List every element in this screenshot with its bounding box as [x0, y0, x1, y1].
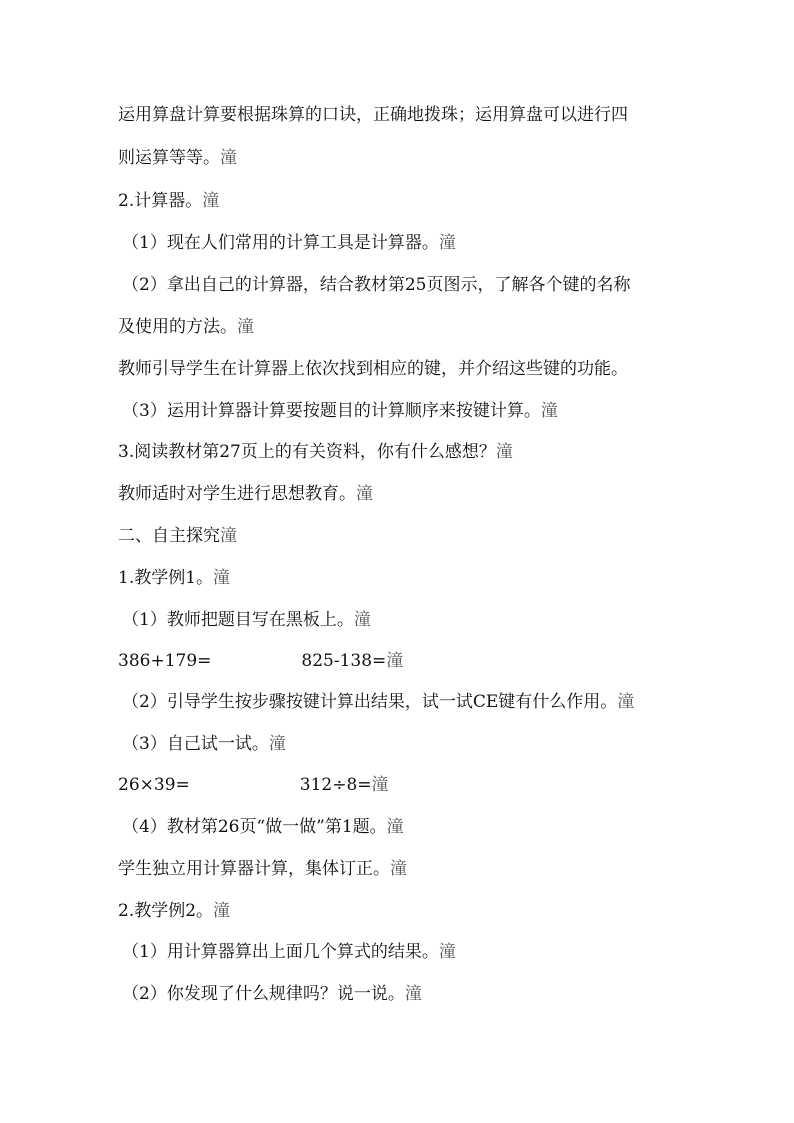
- paragraph-mark: 潼: [617, 692, 635, 712]
- paragraph-mark: 潼: [386, 817, 404, 837]
- text-line: 则运算等等。潼: [118, 148, 237, 168]
- text-line: 3.阅读教材第27页上的有关资料，你有什么感想？潼: [118, 442, 513, 462]
- expression-line: [118, 773, 754, 797]
- expression: 26×39=: [118, 775, 190, 795]
- text-line: 2.教学例2。潼: [118, 901, 231, 921]
- paragraph-mark: 潼: [540, 401, 558, 421]
- text-line: （2）引导学生按步骤按键计算出结果，试一试CE键有什么作用。潼: [122, 692, 635, 712]
- text-line: 教师适时对学生进行思想教育。潼: [118, 484, 373, 504]
- text-line: （1）用计算器算出上面几个算式的结果。潼: [122, 942, 456, 962]
- expression-line: [118, 649, 754, 673]
- expression: 386+179=: [118, 651, 212, 671]
- text-line: 及使用的方法。潼: [118, 317, 254, 337]
- text-line: 1.教学例1。潼: [118, 568, 231, 588]
- paragraph-mark: 潼: [220, 526, 237, 546]
- paragraph-mark: 潼: [386, 651, 404, 671]
- text-line: （2）拿出自己的计算器，结合教材第25页图示，了解各个键的名称: [122, 275, 631, 295]
- expression: 312÷8=: [299, 775, 372, 795]
- paragraph-mark: 潼: [353, 610, 371, 630]
- text-line: （1）现在人们常用的计算工具是计算器。潼: [122, 233, 456, 253]
- text-line: 学生独立用计算器计算，集体订正。潼: [118, 859, 407, 879]
- paragraph-mark: 潼: [220, 148, 237, 168]
- paragraph-mark: 潼: [404, 984, 422, 1004]
- text-line: 教师引导学生在计算器上依次找到相应的键，并介绍这些键的功能。: [118, 359, 628, 379]
- paragraph-mark: 潼: [438, 942, 456, 962]
- text-line: （2）你发现了什么规律吗？说一说。潼: [122, 984, 422, 1004]
- paragraph-mark: 潼: [237, 317, 254, 337]
- section-heading: 二、自主探究潼: [118, 526, 237, 546]
- paragraph-mark: 潼: [390, 859, 407, 879]
- paragraph-mark: 潼: [213, 901, 231, 921]
- text-line: （3）运用计算器计算要按题目的计算顺序来按键计算。潼: [122, 401, 558, 421]
- text-line: （4）教材第26页“做一做”第1题。潼: [122, 817, 404, 837]
- text-line: （1）教师把题目写在黑板上。潼: [122, 610, 371, 630]
- text-line: （3）自己试一试。潼: [122, 734, 286, 754]
- expression: 825-138=: [301, 651, 387, 671]
- paragraph-mark: 潼: [371, 775, 389, 795]
- paragraph-mark: 潼: [438, 233, 456, 253]
- paragraph-mark: 潼: [356, 484, 373, 504]
- paragraph-mark: 潼: [268, 734, 286, 754]
- text-line: 2.计算器。潼: [118, 191, 220, 211]
- paragraph-mark: 潼: [495, 442, 513, 462]
- text-line: 运用算盘计算要根据珠算的口诀，正确地拨珠；运用算盘可以进行四: [118, 105, 628, 125]
- paragraph-mark: 潼: [202, 191, 220, 211]
- paragraph-mark: 潼: [213, 568, 231, 588]
